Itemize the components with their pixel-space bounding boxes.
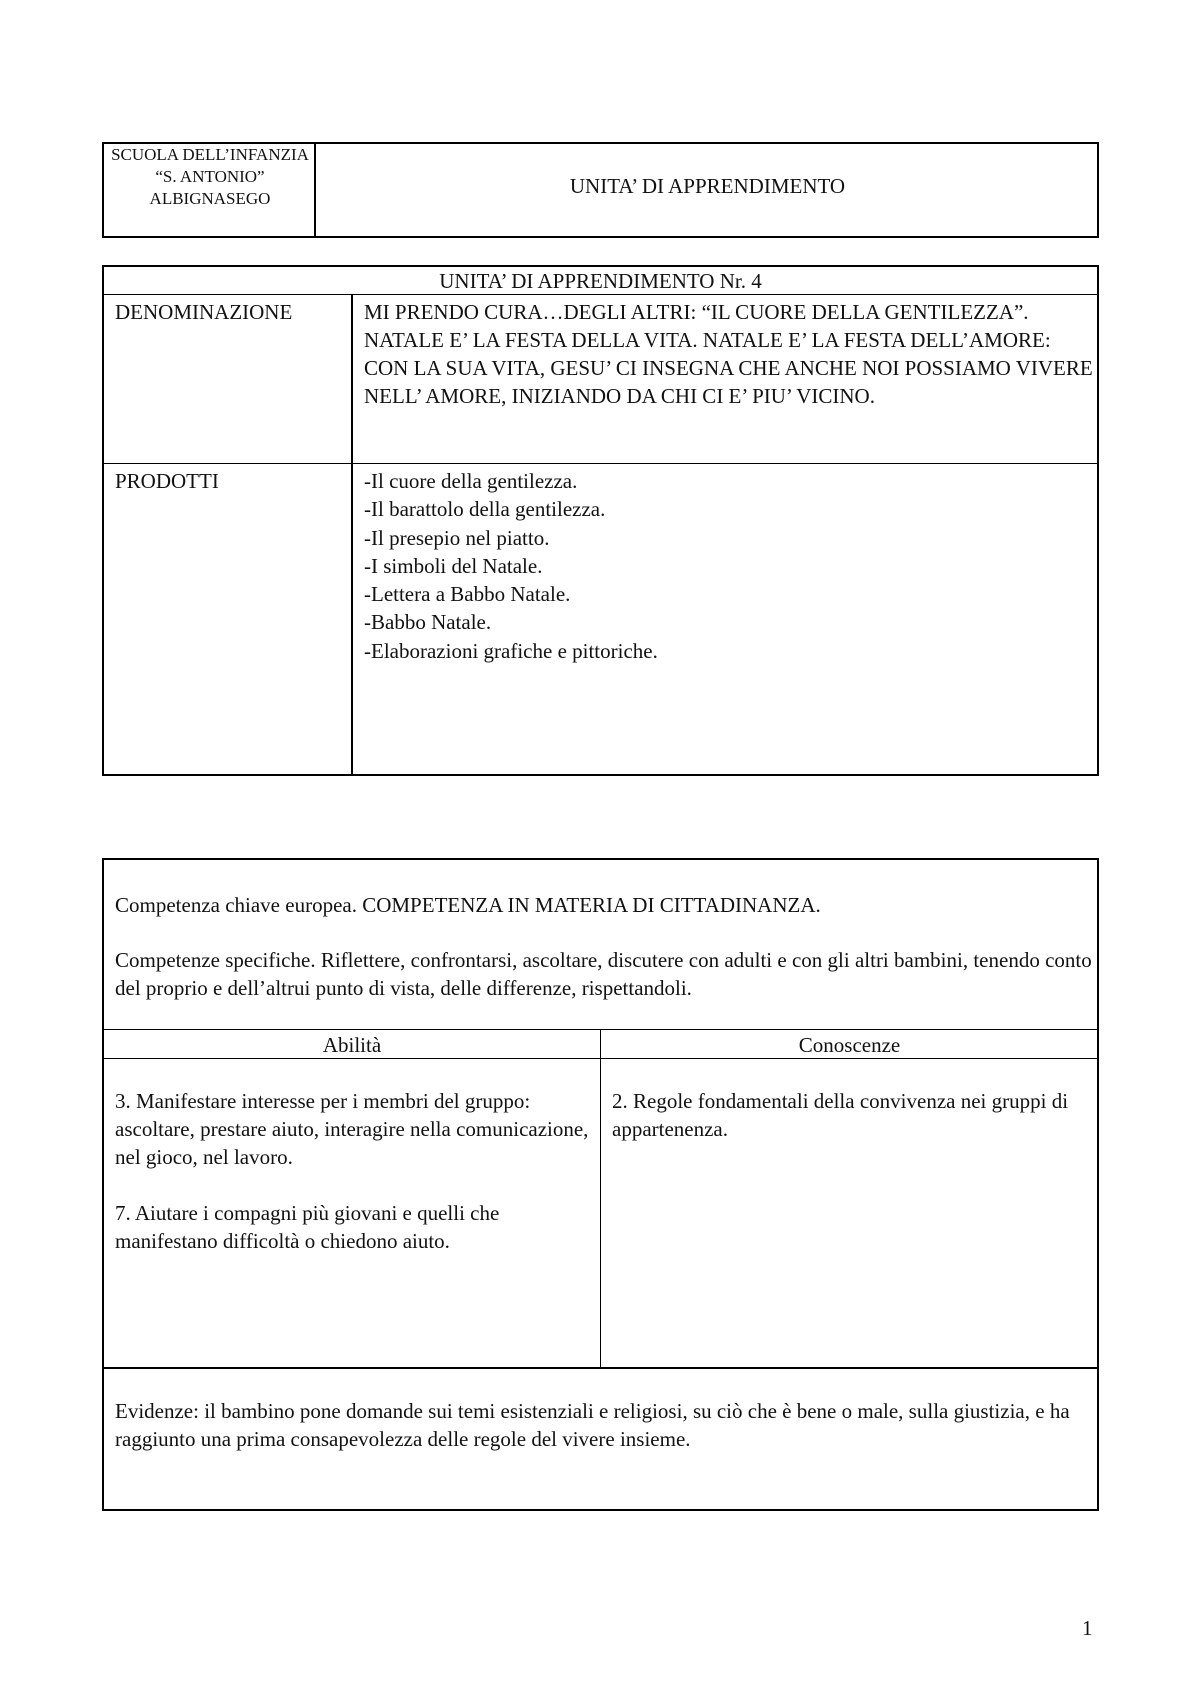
abilita-item: 3. Manifestare interesse per i membri del gruppo: ascoltare, prestare aiuto, interagire nella comunicazione, nel gioco, nel lavoro. <box>115 1089 589 1169</box>
prodotti-list <box>364 467 658 665</box>
list-item: -Babbo Natale. <box>364 610 492 635</box>
page-number: 1 <box>1082 1616 1093 1640</box>
competenza-chiave: Competenza chiave europea. COMPETENZA IN MATERIA DI CITTADINANZA. <box>115 893 821 917</box>
unit-row-divider <box>102 463 1099 464</box>
header-title: UNITA’ DI APPRENDIMENTO <box>569 174 846 198</box>
list-item: -I simboli del Natale. <box>364 553 543 578</box>
conoscenze-header: Conoscenze <box>798 1033 901 1057</box>
unit-number: UNITA’ DI APPRENDIMENTO Nr. 4 <box>439 269 762 293</box>
unit-number-divider <box>102 294 1099 295</box>
denominazione-text: MI PRENDO CURA…DEGLI ALTRI: “IL CUORE DELLA GENTILEZZA”. NATALE E’ LA FESTA DELLA VITA. NATALE E’ LA FESTA DELL’AMORE: CON LA SUA VITA, GESU’ CI INSEGNA CHE ANCHE NOI POSSIAMO VIVERE NELL’ AMORE, INIZIANDO DA CHI CI E’ PIU’ VICINO. <box>364 300 1093 408</box>
list-item: -Elaborazioni grafiche e pittoriche. <box>364 638 658 663</box>
abilita-item: 7. Aiutare i compagni più giovani e quelli che manifestano difficoltà o chiedono aiuto. <box>115 1201 500 1253</box>
denominazione-label: DENOMINAZIONE <box>115 300 293 324</box>
prodotti-label: PRODOTTI <box>115 469 219 493</box>
abilita-header: Abilità <box>322 1033 382 1057</box>
conoscenze-item: 2. Regole fondamentali della convivenza nei gruppi di appartenenza. <box>612 1089 1069 1141</box>
list-item: -Lettera a Babbo Natale. <box>364 582 571 607</box>
abilita-column-divider <box>600 1029 601 1368</box>
header-divider <box>314 142 316 238</box>
list-item: -Il presepio nel piatto. <box>364 525 550 550</box>
list-item: -Il barattolo della gentilezza. <box>364 497 606 522</box>
evidenze-text: Evidenze: il bambino pone domande sui temi esistenziali e religiosi, su ciò che è bene o male, sulla giustizia, e ha raggiunto una prima consapevolezza delle regole del vivere insieme. <box>115 1399 1070 1451</box>
list-item: -Il cuore della gentilezza. <box>364 469 578 493</box>
competenze-specifiche: Competenze specifiche. Riflettere, confrontarsi, ascoltare, discutere con adulti e con gli altri bambini, tenendo conto del proprio e dell’altrui punto di vista, delle differenze, rispettandoli. <box>115 948 1092 1000</box>
school-name: SCUOLA DELL’INFANZIA “S. ANTONIO” ALBIGNASEGO <box>111 145 309 208</box>
unit-column-divider <box>351 294 353 776</box>
